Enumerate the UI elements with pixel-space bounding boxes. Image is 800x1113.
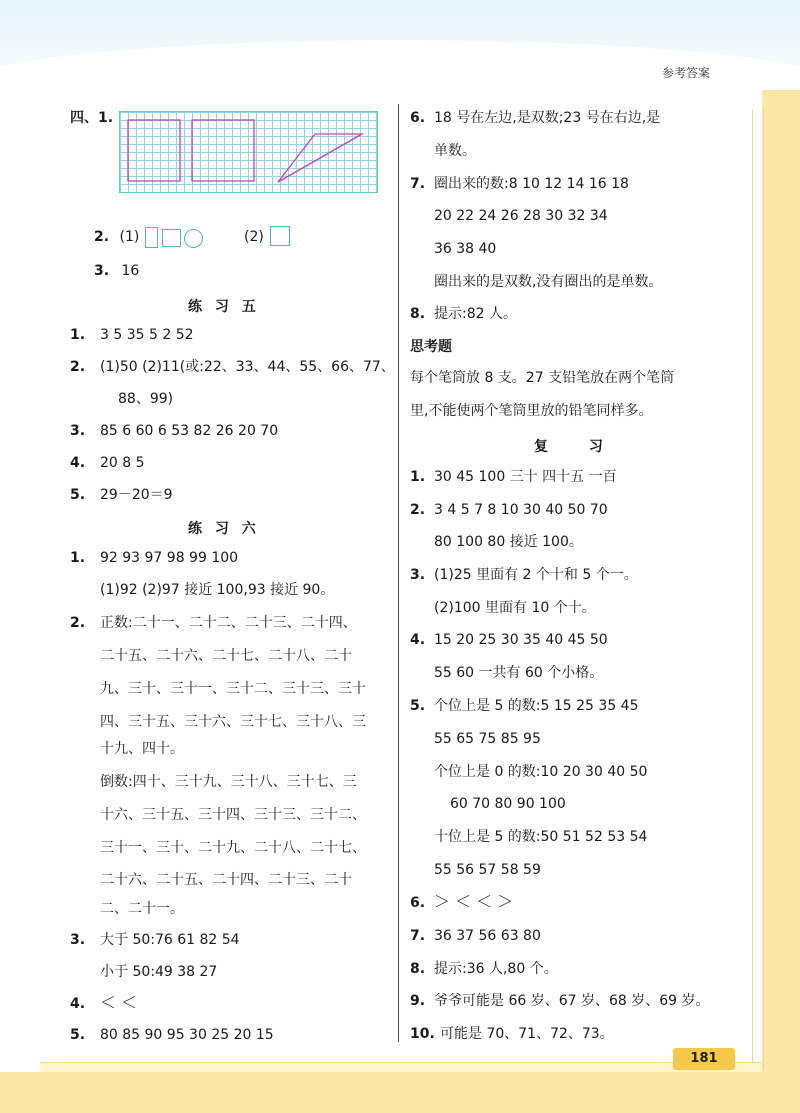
figure-drawing — [120, 112, 377, 192]
s5-text: 29－20＝9 — [100, 487, 173, 503]
rv-q5 — [410, 696, 639, 716]
s6-num: 4. — [70, 996, 86, 1012]
rv-q5-line3: 个位上是 0 的数:10 20 30 40 50 — [434, 764, 648, 780]
r-num: 4. — [410, 632, 426, 648]
r-q7-line2: 20 22 24 26 28 30 32 34 — [434, 208, 608, 224]
r-text: 18 号在左边,是双数;23 号在右边,是 — [434, 110, 661, 126]
s6-q2-line: 正数:二十一、二十二、二十三、二十四、 — [100, 615, 357, 631]
page-edge-lines — [752, 110, 764, 1070]
rv-q2-line2: 80 100 80 接近 100。 — [434, 534, 583, 550]
s5-num: 2. — [70, 359, 86, 375]
r-num: 3. — [410, 567, 426, 583]
rectangle-shape-icon — [145, 227, 158, 248]
s6-q3-line1: 大于 50:76 61 82 54 — [100, 932, 240, 948]
square-shape-icon — [270, 226, 290, 246]
rv-q5-line5: 十位上是 5 的数:50 51 52 53 54 — [434, 829, 648, 845]
s6-num: 1. — [70, 550, 86, 566]
s6-q2-line: 二十五、二十六、二十七、二十八、二十 — [100, 648, 352, 664]
r-text: (1)25 里面有 2 个十和 5 个一。 — [434, 567, 638, 583]
page-number: 181 — [673, 1048, 735, 1070]
r-text: 可能是 70、71、72、73。 — [440, 1026, 614, 1042]
s6-num: 2. — [70, 615, 86, 631]
header-label: 参考答案 — [661, 66, 710, 80]
s5-num: 3. — [70, 423, 86, 439]
r-num: 8. — [410, 306, 426, 322]
rv-q1 — [410, 467, 617, 487]
q4-2-part1: (1) — [119, 229, 140, 245]
r-num: 8. — [410, 961, 426, 977]
section-5-title: 练 习 五 — [188, 299, 260, 315]
rv-q4-line2: 55 60 一共有 60 个小格。 — [434, 665, 604, 681]
s6-q2-line: 十九、四十。 — [100, 741, 184, 757]
square-shape-icon — [162, 229, 181, 247]
s5-text: 85 6 60 6 53 82 26 20 70 — [100, 423, 279, 439]
r-text: 提示:82 人。 — [434, 306, 517, 322]
r-num: 5. — [410, 698, 426, 714]
grid-figure — [119, 111, 378, 193]
r-num: 2. — [410, 502, 426, 518]
q4-2-part2: (2) — [244, 229, 264, 245]
s6-q2-line: 九、三十、三十一、三十二、三十三、三十 — [100, 681, 366, 697]
s6-q1 — [70, 548, 238, 568]
r-num: 7. — [410, 176, 426, 192]
s5-item-4 — [70, 453, 145, 473]
s6-q2-line: 二、二十一。 — [100, 901, 184, 917]
r-text: 个位上是 5 的数:5 15 25 35 45 — [434, 698, 639, 714]
s6-text: 92 93 97 98 99 100 — [100, 550, 239, 566]
think-line1: 每个笔筒放 8 支。27 支铅笔放在两个笔筒 — [410, 370, 675, 386]
review-title: 复 习 — [534, 439, 621, 455]
r-num: 6. — [410, 110, 426, 126]
r-text: 提示:36 人,80 个。 — [434, 961, 558, 977]
s5-num: 1. — [70, 327, 86, 343]
q4-1-label: 四、1. — [70, 110, 114, 126]
r-text: 36 37 56 63 80 — [434, 928, 541, 944]
r-text: 爷爷可能是 66 岁、67 岁、68 岁、69 岁。 — [434, 993, 710, 1009]
rv-q4 — [410, 630, 608, 650]
r-num: 10. — [410, 1026, 435, 1042]
r-q6 — [410, 108, 660, 128]
drawn-square — [128, 120, 180, 181]
r-num: 7. — [410, 928, 426, 944]
r-num: 9. — [410, 993, 426, 1009]
s6-q2-line: 倒数:四十、三十九、三十八、三十七、三 — [100, 774, 357, 790]
s6-q1-sub: (1)92 (2)97 接近 100,93 接近 90。 — [100, 582, 335, 598]
s5-item-5 — [70, 485, 173, 505]
rv-q5-line6: 55 56 57 58 59 — [434, 862, 541, 878]
rv-q7 — [410, 926, 541, 946]
rv-q5-line2: 55 65 75 85 95 — [434, 731, 541, 747]
s5-text: 3 5 35 5 2 52 — [100, 327, 194, 343]
s6-text: 80 85 90 95 30 25 20 15 — [100, 1027, 274, 1043]
s6-q4 — [70, 993, 137, 1014]
s5-num: 5. — [70, 487, 86, 503]
s5-item-1 — [70, 325, 194, 345]
rv-q5-line4: 60 70 80 90 100 — [450, 796, 566, 812]
s5-text: (1)50 (2)11(或:22、33、44、55、66、77、 — [100, 359, 395, 375]
r-text: ＞ ＜ ＜ ＞ — [434, 892, 514, 911]
r-num: 1. — [410, 469, 426, 485]
r-text: 30 45 100 三十 四十五 一百 — [434, 469, 617, 485]
s6-q3 — [70, 930, 240, 950]
s5-item-3 — [70, 421, 278, 441]
s6-text: ＜ ＜ — [100, 993, 138, 1012]
circle-shape-icon — [184, 229, 203, 248]
rv-q8 — [410, 959, 558, 979]
think-title: 思考题 — [410, 339, 452, 355]
section-6-title: 练 习 六 — [188, 521, 260, 537]
r-text: 15 20 25 30 35 40 45 50 — [434, 632, 608, 648]
s6-q5 — [70, 1025, 274, 1045]
s5-text: 20 8 5 — [100, 455, 145, 471]
bottom-band — [0, 1072, 800, 1113]
s6-num: 5. — [70, 1027, 86, 1043]
think-line2: 里,不能使两个笔筒里放的铅笔同样多。 — [410, 403, 653, 419]
s5-item-2 — [70, 357, 395, 377]
s6-q2-line: 三十一、三十、二十九、二十八、二十七、 — [100, 840, 366, 856]
r-q6-line2: 单数。 — [434, 143, 476, 159]
s6-q2-num-row — [70, 613, 357, 633]
q4-3-text: 16 — [121, 263, 140, 279]
s5-item-2-cont: 88、99) — [118, 391, 174, 407]
s6-q2-line: 十六、三十五、三十四、三十三、三十二、 — [100, 807, 366, 823]
r-q8 — [410, 304, 517, 324]
q4-2 — [94, 227, 139, 247]
rv-q6 — [410, 892, 513, 913]
r-text: 3 4 5 7 8 10 30 40 50 70 — [434, 502, 608, 518]
r-text: 圈出来的数:8 10 12 14 16 18 — [434, 176, 629, 192]
page-edge-band — [762, 90, 800, 1113]
s6-q2-line: 二十六、二十五、二十四、二十三、二十 — [100, 872, 352, 888]
r-q7-line3: 36 38 40 — [434, 241, 497, 257]
rv-q9 — [410, 991, 710, 1011]
drawn-rectangle — [192, 120, 254, 181]
rv-q10 — [410, 1024, 614, 1044]
column-divider — [398, 104, 399, 1042]
rv-q2 — [410, 500, 608, 520]
rv-q3 — [410, 565, 638, 585]
r-q7-line4: 圈出来的是双数,没有圈出的是单数。 — [434, 274, 663, 290]
r-num: 6. — [410, 895, 426, 911]
rv-q3-line2: (2)100 里面有 10 个十。 — [434, 600, 596, 616]
q4-2-num: 2. — [94, 229, 110, 245]
s6-q2-line: 四、三十五、三十六、三十七、三十八、三 — [100, 714, 366, 730]
s6-q3-line2: 小于 50:49 38 27 — [100, 964, 218, 980]
s6-num: 3. — [70, 932, 86, 948]
drawn-triangle — [278, 134, 362, 182]
q4-3 — [94, 261, 139, 281]
q4-3-num: 3. — [94, 263, 110, 279]
r-q7 — [410, 174, 629, 194]
s5-num: 4. — [70, 455, 86, 471]
